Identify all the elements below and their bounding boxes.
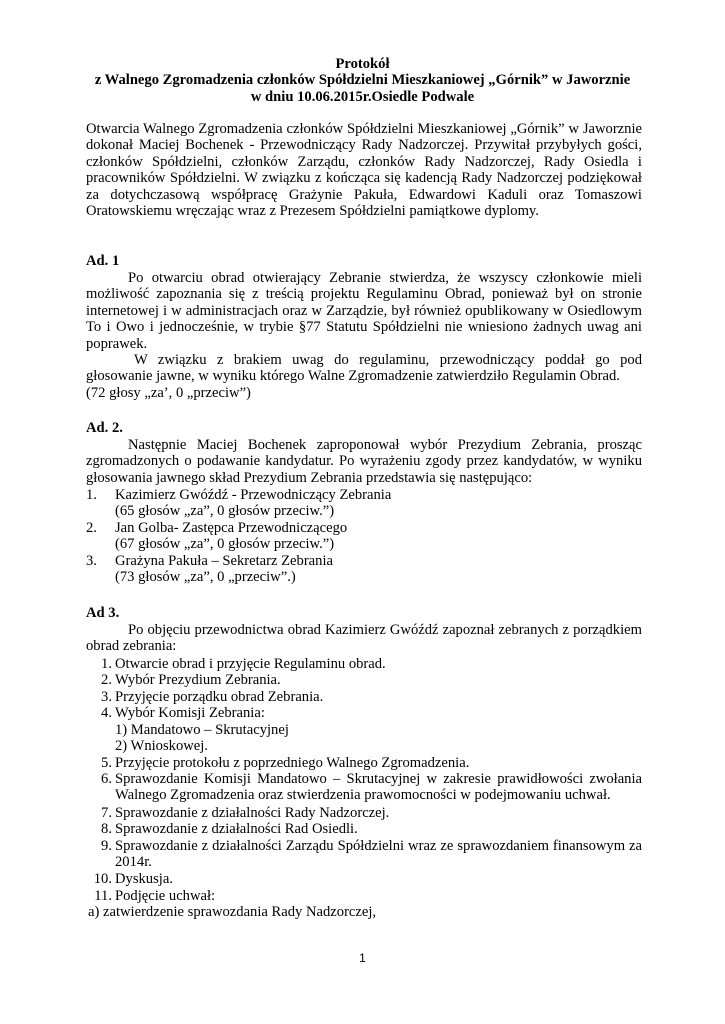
agenda-item-text: Sprawozdanie z działalności Rad Osiedli. xyxy=(115,821,358,837)
agenda-item-number: 9. xyxy=(101,838,112,854)
ad1-heading: Ad. 1 xyxy=(86,253,120,269)
agenda-item-number: 8. xyxy=(101,821,112,837)
agenda-subitem: a) zatwierdzenie sprawozdania Rady Nadzorczej, xyxy=(88,904,377,920)
agenda-item-text: Sprawozdanie z działalności Zarządu Spółdzielni wraz ze sprawozdaniem finansowym za 2014r. xyxy=(115,838,642,871)
ad3-paragraph: Po objęciu przewodnictwa obrad Kazimierz Gwóźdź zapoznał zebranych z porządkiem obrad zebrania: xyxy=(86,622,642,655)
title-line-3: w dniu 10.06.2015r.Osiedle Podwale xyxy=(250,88,475,105)
agenda-item-number: 2. xyxy=(101,672,112,688)
title-line-1: Protokół xyxy=(335,56,390,72)
agenda-subitem: 1) Mandatowo – Skrutacyjnej xyxy=(115,722,289,738)
ad2-heading: Ad. 2. xyxy=(86,420,123,436)
agenda-item-number: 5. xyxy=(101,755,112,771)
title-line-2: z Walnego Zgromadzenia członków Spółdzielni Mieszkaniowej „Górnik” w Jaworznie xyxy=(94,72,631,89)
agenda-item-number: 3. xyxy=(101,689,112,705)
agenda-item-text: Wybór Prezydium Zebrania. xyxy=(115,672,281,688)
agenda-item-text: Sprawozdanie z działalności Rady Nadzorczej. xyxy=(115,805,390,821)
agenda-item-number: 1. xyxy=(101,656,112,672)
ad2-item-name: Kazimierz Gwóźdź - Przewodniczący Zebrania xyxy=(115,487,392,503)
ad2-item-votes: (67 głosów „za”, 0 głosów przeciw.”) xyxy=(115,536,335,552)
agenda-item-number: 4. xyxy=(101,705,112,721)
agenda-item-number: 7. xyxy=(101,805,112,821)
ad2-item-number: 3. xyxy=(86,553,97,569)
ad1-paragraph-2: W związku z brakiem uwag do regulaminu, przewodniczący poddał go pod głosowanie jawne, w wyniku którego Walne Zgromadzenie zatwierdziło Regulamin Obrad. xyxy=(86,352,642,385)
ad2-item-votes: (65 głosów „za”, 0 głosów przeciw.”) xyxy=(115,503,335,519)
ad2-item-name: Grażyna Pakuła – Sekretarz Zebrania xyxy=(115,553,333,569)
agenda-item-number: 11. xyxy=(94,888,112,904)
agenda-item-number: 10. xyxy=(93,871,112,887)
page-number: 1 xyxy=(359,951,366,965)
ad1-paragraph-1: Po otwarciu obrad otwierający Zebranie stwierdza, że wszyscy członkowie mieli możliwość zapoznania się z treścią projektu Regulaminu Obrad, ponieważ był on stronie internetowej i w administracjach oraz w Zarządzie, był również opublikowany w Osiedlowym To i Owo i jednocześnie, w trybie §77 Statutu Spółdzielni nie wniesiono żadnych uwag ani poprawek. xyxy=(86,270,642,352)
ad2-item-number: 2. xyxy=(86,520,97,536)
ad2-item-number: 1. xyxy=(86,487,97,503)
ad2-paragraph: Następnie Maciej Bochenek zaproponował wybór Prezydium Zebrania, prosząc zgromadzonych o podawanie kandydatur. Po wyrażeniu zgody przez kandydatów, w wyniku głosowania jawnego skład Prezydium Zebrania przedstawia się następująco: xyxy=(86,437,642,486)
agenda-item-text: Sprawozdanie Komisji Mandatowo – Skrutacyjnej w zakresie prawidłowości zwołania Walnego Zgromadzenia oraz stwierdzenia prawomocności w podejmowaniu uchwał. xyxy=(115,771,642,804)
ad3-heading: Ad 3. xyxy=(86,605,120,621)
ad2-item-votes: (73 głosów „za”, 0 „przeciw”.) xyxy=(115,569,296,585)
agenda-item-text: Przyjęcie protokołu z poprzedniego Walnego Zgromadzenia. xyxy=(115,755,470,771)
agenda-item-text: Wybór Komisji Zebrania: xyxy=(115,705,265,721)
intro-paragraph: Otwarcia Walnego Zgromadzenia członków Spółdzielni Mieszkaniowej „Górnik” w Jaworznie dokonał Maciej Bochenek - Przewodniczący Rady Nadzorczej. Przywitał przybyłych gości, członków Spółdzielni, członków Zarządu, członków Rady Nadzorczej, Rady Osiedla i pracowników Spółdzielni. W związku z kończąca się kadencją Rady Nadzorczej podziękował za dotychczasową współpracę Grażynie Pakuła, Edwardowi Kaduli oraz Tomaszowi Oratowskiemu wręczając wraz z Prezesem Spółdzielni pamiątkowe dyplomy. xyxy=(86,121,642,220)
agenda-item-text: Dyskusja. xyxy=(115,871,173,887)
ad1-votes: (72 głosy „za’, 0 „przeciw”) xyxy=(86,385,251,401)
agenda-item-number: 6. xyxy=(101,771,112,787)
document-title xyxy=(60,56,665,105)
agenda-item-text: Otwarcie obrad i przyjęcie Regulaminu obrad. xyxy=(115,656,386,672)
ad2-item-name: Jan Golba- Zastępca Przewodniczącego xyxy=(115,520,348,536)
agenda-item-text: Przyjęcie porządku obrad Zebrania. xyxy=(115,689,324,705)
agenda-subitem: 2) Wnioskowej. xyxy=(115,738,208,754)
agenda-item-text: Podjęcie uchwał: xyxy=(115,888,216,904)
